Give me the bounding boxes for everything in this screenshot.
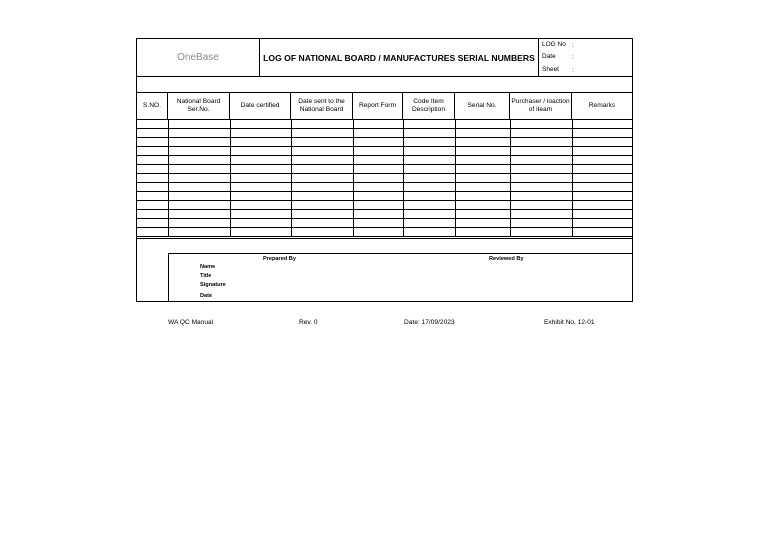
col-header-date-certified: Date certified — [230, 93, 291, 119]
company-name: OneBase — [177, 52, 219, 63]
meta-log-no — [539, 39, 632, 51]
col-header-date-sent: Date sent to the National Board — [291, 93, 353, 119]
table-column-line — [510, 119, 511, 236]
prepared-by-label: Prepared By — [263, 256, 296, 262]
reviewed-by-label: Reviewed By — [489, 256, 524, 262]
table-row-line — [137, 200, 632, 201]
table-column-line — [353, 119, 354, 236]
footer-manual: WA QC Manual — [168, 319, 214, 326]
table-row-line — [137, 137, 632, 138]
meta-sheet — [539, 64, 632, 76]
table-row-line — [137, 227, 632, 228]
meta-separator: : — [572, 66, 574, 74]
table-column-line — [572, 119, 573, 236]
serial-log-table — [137, 93, 632, 238]
form-title: LOG OF NATIONAL BOARD / MANUFACTURES SERIAL NUMBERS — [260, 39, 539, 76]
footer-exhibit: Exhibit No. 12-01 — [544, 319, 595, 326]
table-column-line — [168, 119, 169, 236]
meta-separator: : — [572, 54, 574, 62]
meta-label: Sheet — [542, 65, 559, 73]
meta-label: LOG No — [542, 41, 566, 48]
col-header-remarks: Remarks — [588, 102, 616, 109]
col-header-code-item: Code Item Description — [403, 93, 455, 119]
signature-name-label: Name — [200, 264, 216, 270]
meta-date — [539, 51, 632, 63]
table-row-line — [137, 209, 632, 210]
table-row-line — [137, 128, 632, 129]
table-bottom-line — [137, 238, 632, 239]
signature-date-label: Date — [200, 293, 213, 299]
table-column-line — [403, 119, 404, 236]
signature-title-label: Title — [200, 273, 212, 279]
table-row-line — [137, 164, 632, 165]
form-header — [137, 39, 632, 77]
table-row-line — [137, 119, 632, 120]
table-row-line — [137, 155, 632, 156]
table-row-line — [137, 236, 632, 237]
signature-signature-label: Signature — [200, 282, 226, 288]
footer-date: Date: 17/09/2023 — [404, 319, 455, 326]
table-row-line — [137, 182, 632, 183]
table-column-line — [230, 119, 231, 236]
col-header-sno: S.NO. — [137, 93, 168, 119]
col-header-report-form: Report Form — [353, 93, 403, 119]
table-row-line — [137, 146, 632, 147]
log-form — [136, 38, 633, 302]
meta-separator: : — [572, 42, 574, 49]
col-header-serial-no: Serial No. — [455, 93, 510, 119]
table-row-line — [137, 218, 632, 219]
meta-label: Date — [542, 53, 556, 61]
form-meta — [539, 39, 632, 76]
company-logo — [137, 39, 260, 76]
table-column-line — [455, 119, 456, 236]
footer-revision: Rev. 0 — [299, 319, 318, 326]
table-row-line — [137, 173, 632, 174]
table-row-line — [137, 191, 632, 192]
col-header-purchaser: Purchaser / loaction of iteam — [510, 93, 572, 119]
blank-band — [137, 77, 632, 93]
col-header-nb-ser-no: National Board Ser.No. — [168, 93, 230, 119]
table-column-line — [291, 119, 292, 236]
signature-block — [168, 253, 632, 302]
